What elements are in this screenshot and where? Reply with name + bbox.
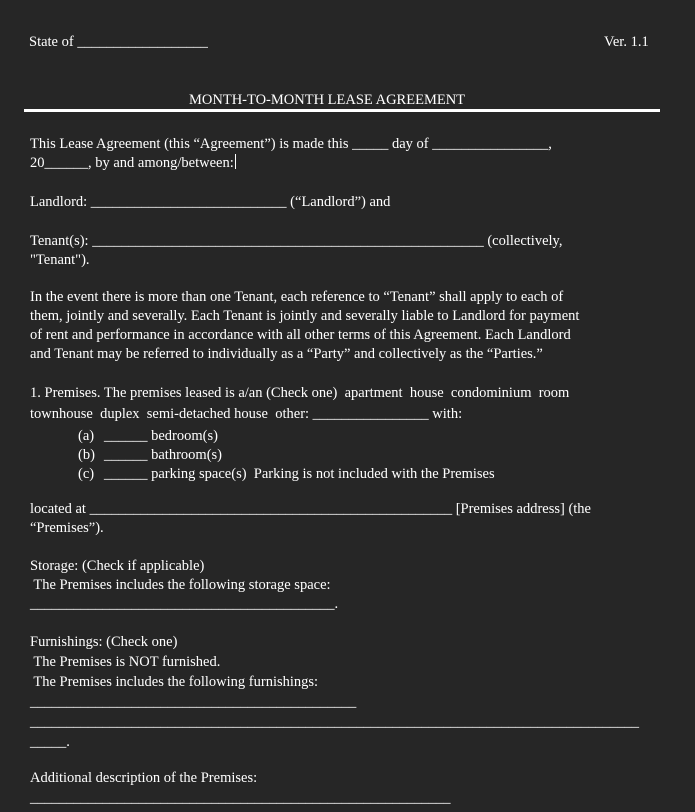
premises-location-line-2: “Premises”). [30, 520, 104, 536]
intro-line-2: 20______, by and among/between: [30, 155, 234, 171]
tenant-line-1: Tenant(s): ______________________________________________________ (collectively, [30, 233, 563, 249]
storage-option: The Premises includes the following storage space: [30, 577, 331, 593]
furnishings-heading: Furnishings: (Check one) [30, 634, 178, 650]
state-field: State of __________________ [29, 34, 208, 50]
premises-item-a-text: ______ bedroom(s) [104, 428, 218, 444]
multiple-tenants-line-3: of rent and performance in accordance with all other terms of this Agreement. Each Landlord [30, 327, 571, 343]
text-cursor [235, 154, 236, 169]
premises-item-b-marker: (b) [78, 447, 95, 463]
multiple-tenants-line-2: them, jointly and severally. Each Tenant is jointly and severally liable to Landlord for payment [30, 308, 580, 324]
furnishings-option-not-furnished: The Premises is NOT furnished. [30, 654, 221, 670]
furnishings-option-furnished: The Premises includes the following furnishings: [30, 674, 319, 690]
document-title: MONTH-TO-MONTH LEASE AGREEMENT [189, 92, 466, 108]
tenant-line-2: "Tenant"). [30, 252, 90, 268]
premises-location-line-1: located at __________________________________________________ [Premises address] (the [30, 501, 591, 517]
premises-item-c-text: ______ parking space(s) Parking is not included with the Premises [104, 466, 495, 482]
intro-line-2-wrap [30, 154, 236, 173]
multiple-tenants-line-1: In the event there is more than one Tenant, each reference to “Tenant” shall apply to each of [30, 289, 564, 305]
storage-heading: Storage: (Check if applicable) [30, 558, 205, 574]
additional-description-heading: Additional description of the Premises: [30, 770, 258, 786]
premises-item-a-marker: (a) [78, 428, 95, 444]
furnishings-blank-1: _____________________________________________ [30, 694, 357, 710]
premises-line-2: townhouse duplex semi-detached house other: ________________ with: [30, 406, 463, 422]
premises-line-1: 1. Premises. The premises leased is a/an (Check one) apartment house condominium room [30, 385, 570, 401]
premises-item-c-marker: (c) [78, 466, 95, 482]
multiple-tenants-line-4: and Tenant may be referred to individually as a “Party” and collectively as the “Parties.” [30, 346, 543, 362]
furnishings-blank-3: _____. [30, 734, 70, 750]
premises-item-b-text: ______ bathroom(s) [104, 447, 222, 463]
title-divider [24, 109, 660, 112]
intro-line-1: This Lease Agreement (this “Agreement”) is made this _____ day of ________________, [30, 136, 552, 152]
furnishings-blank-2: ____________________________________________________________________________________ [30, 714, 639, 730]
storage-blank: __________________________________________. [30, 596, 339, 612]
additional-description-blank: __________________________________________________________ [30, 790, 451, 806]
version-label: Ver. 1.1 [604, 34, 649, 50]
landlord-line: Landlord: ___________________________ (“Landlord”) and [30, 194, 391, 210]
